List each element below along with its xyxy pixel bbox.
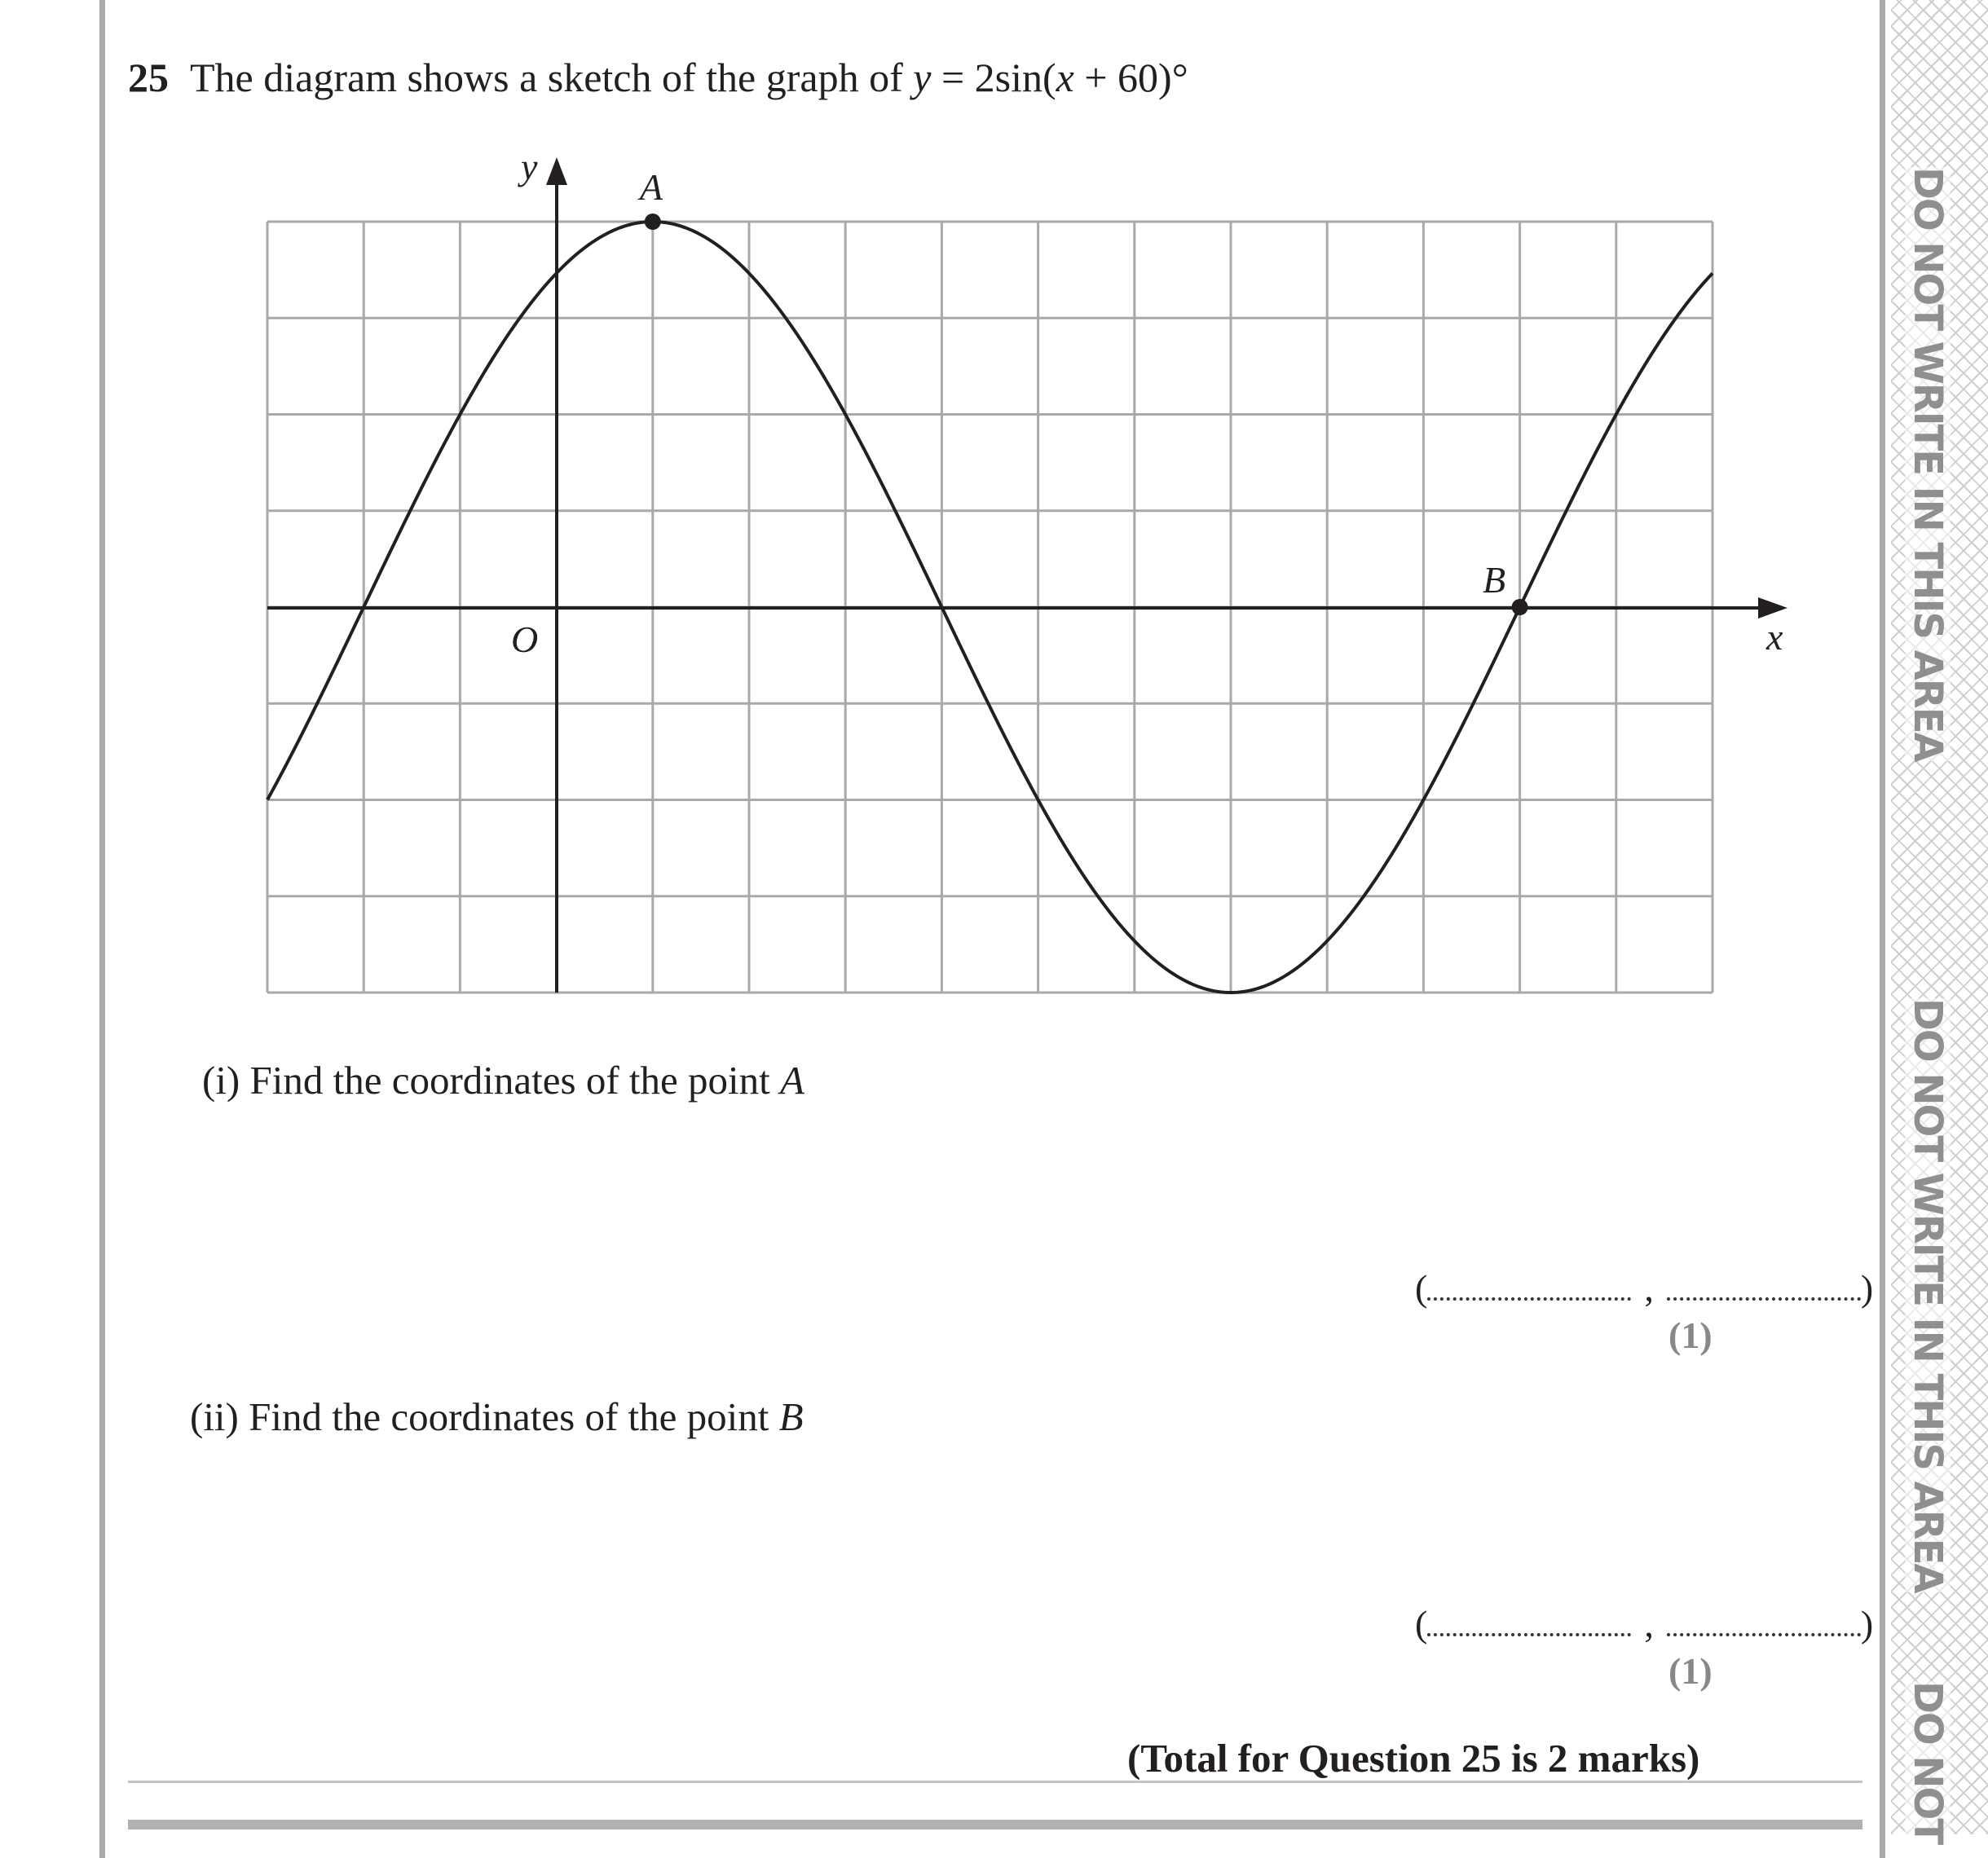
question-number: 25	[128, 55, 169, 100]
part-i-mark: (1)	[1668, 1314, 1713, 1356]
part-i-prefix: (i) Find the coordinates of the point	[202, 1058, 770, 1103]
point-a-label: A	[640, 166, 663, 208]
part-ii-comma: ,	[1644, 1603, 1654, 1644]
part-i-comma: ,	[1644, 1267, 1654, 1309]
part-ii-mark: (1)	[1668, 1650, 1713, 1692]
margin-warning-2: DO NOT WRITE IN THIS AREA	[1905, 998, 1951, 1592]
part-ii-y-answer-field[interactable]	[1667, 1630, 1861, 1636]
axes	[267, 157, 1787, 993]
question-tail: + 60)°	[1084, 55, 1188, 100]
part-i-y-answer-field[interactable]	[1667, 1294, 1861, 1301]
question-var-x: x	[1056, 55, 1074, 100]
divider-thin	[128, 1781, 1862, 1783]
margin-warning-3: DO NOT	[1905, 1681, 1951, 1844]
point-a-marker	[645, 214, 661, 230]
y-axis-label: y	[521, 146, 538, 187]
question-var-y: y	[913, 55, 932, 100]
part-ii-prefix: (ii) Find the coordinates of the point	[190, 1394, 769, 1439]
part-i-open-paren: (	[1415, 1267, 1428, 1309]
origin-label: O	[511, 619, 539, 660]
x-axis-label: x	[1766, 616, 1783, 658]
y-axis-arrow	[546, 157, 567, 185]
margin-warning-1: DO NOT WRITE IN THIS AREA	[1905, 167, 1951, 761]
part-ii-answer-line	[1415, 1602, 1873, 1645]
part-i-x-answer-field[interactable]	[1427, 1294, 1631, 1301]
divider-thick	[128, 1820, 1862, 1829]
total-marks: (Total for Question 25 is 2 marks)	[1127, 1736, 1700, 1781]
part-ii-open-paren: (	[1415, 1603, 1428, 1644]
part-ii-question	[190, 1394, 804, 1440]
point-b-label: B	[1483, 559, 1506, 601]
question-equals: = 2sin(	[941, 55, 1056, 100]
question-intro: The diagram shows a sketch of the graph of	[190, 55, 903, 100]
part-i-question	[202, 1057, 804, 1103]
part-i-close-paren: )	[1860, 1267, 1874, 1309]
part-i-point: A	[780, 1058, 804, 1103]
part-ii-point: B	[778, 1394, 804, 1439]
part-ii-x-answer-field[interactable]	[1427, 1630, 1631, 1636]
part-i-answer-line	[1415, 1266, 1873, 1310]
point-b-marker	[1512, 599, 1528, 615]
part-ii-close-paren: )	[1860, 1603, 1874, 1644]
